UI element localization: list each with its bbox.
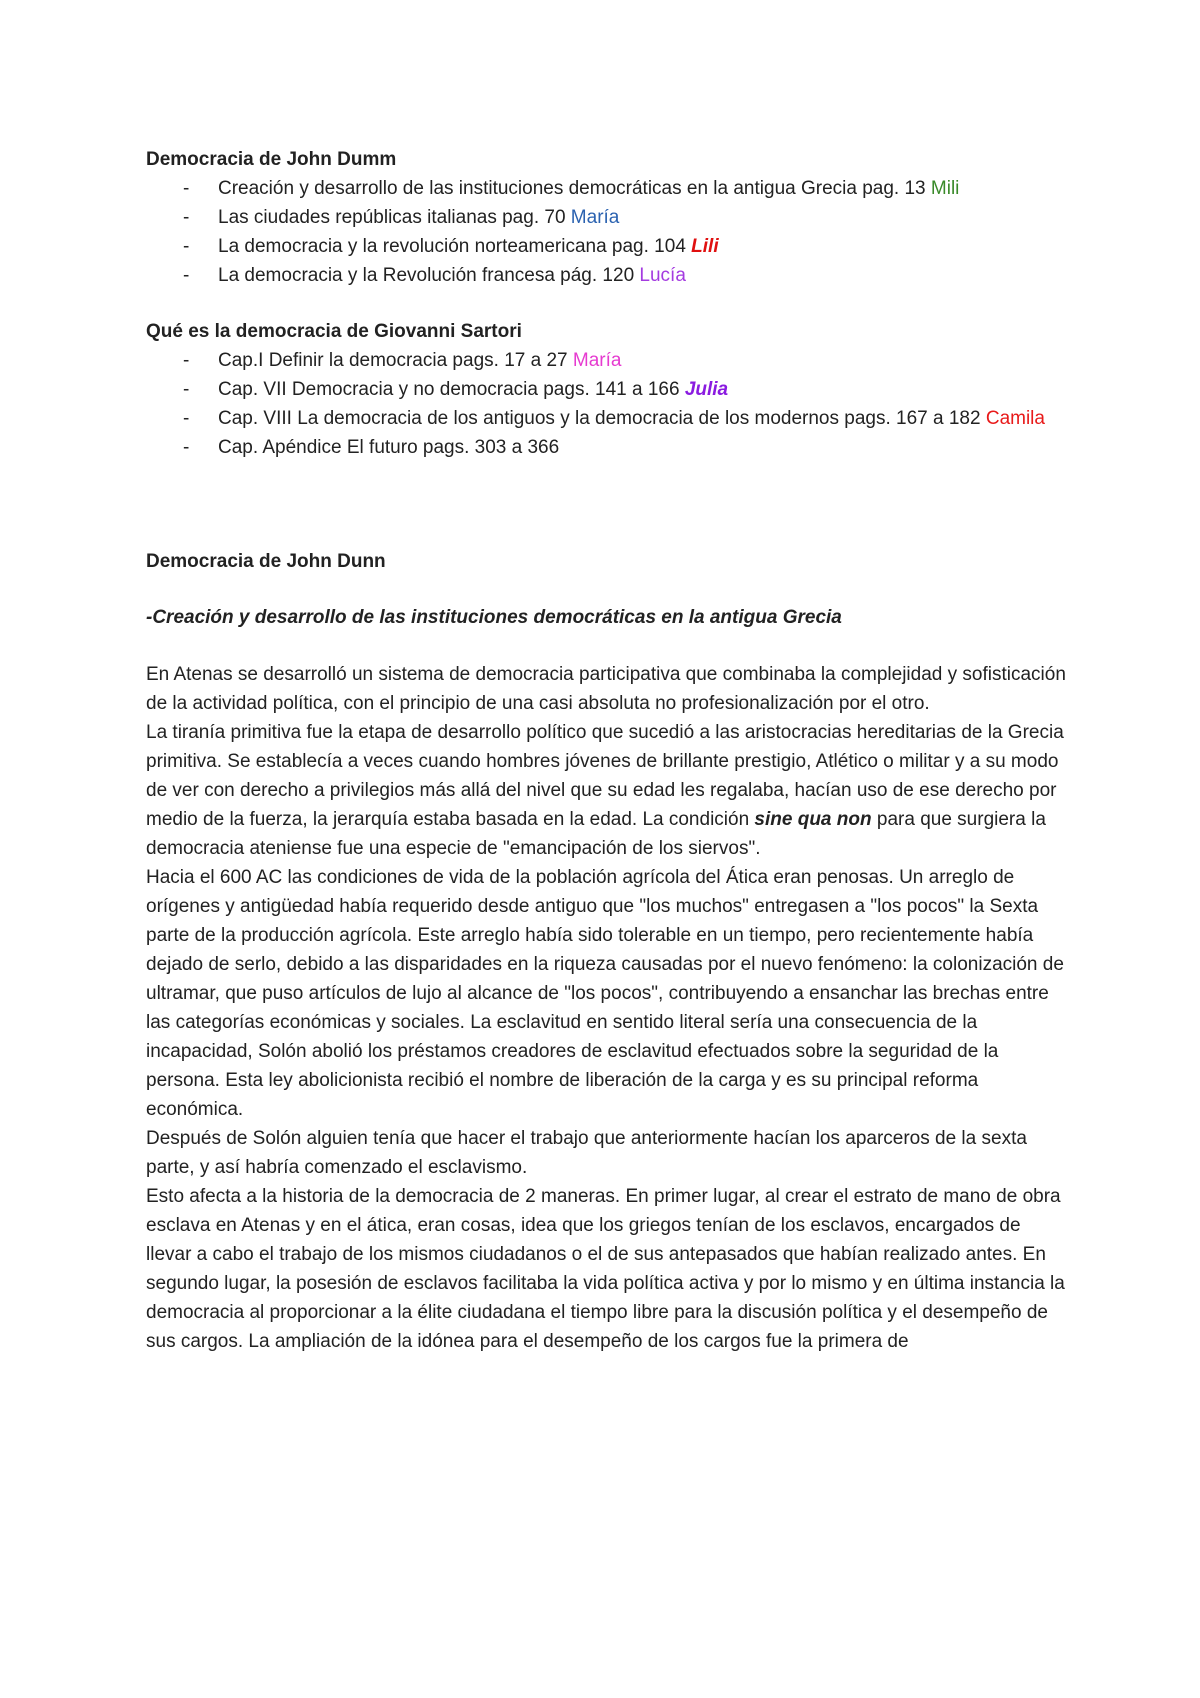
section-heading-dumm: Democracia de John Dumm: [146, 149, 397, 170]
dash-bullet: -: [183, 178, 190, 199]
assignee-name: María: [570, 207, 620, 228]
document-page: [146, 146, 1066, 1356]
dash-bullet: -: [183, 379, 190, 400]
list-item: [146, 404, 1066, 433]
assignment-list-1: [146, 174, 1066, 290]
section-heading-dunn: Democracia de John Dunn: [146, 551, 386, 572]
paragraph: [146, 718, 1066, 863]
item-text: Cap. Apéndice El futuro pags. 303 a 366: [218, 437, 560, 458]
section-heading-sartori: Qué es la democracia de Giovanni Sartori: [146, 321, 522, 342]
assignee-name: Mili: [930, 178, 960, 199]
item-text: Creación y desarrollo de las instituciones democráticas en la antigua Grecia pag. 13: [218, 178, 926, 199]
paragraph: Después de Solón alguien tenía que hacer el trabajo que anteriormente hacían los aparceros de la sexta parte, y así habría comenzado el esclavismo.: [146, 1128, 1027, 1178]
item-text: La democracia y la Revolución francesa pág. 120: [218, 265, 640, 286]
list-item: [146, 174, 1066, 203]
list-item: [146, 346, 1066, 375]
assignment-list-2: [146, 346, 1066, 462]
list-item: [146, 203, 1066, 232]
assignee-name: Lucía: [639, 265, 686, 286]
item-text: Cap.I Definir la democracia pags. 17 a 27: [218, 350, 568, 371]
dash-bullet: -: [183, 437, 190, 458]
paragraph: Esto afecta a la historia de la democracia de 2 maneras. En primer lugar, al crear el estrato de mano de obra esclava en Atenas y en el ática, eran cosas, idea que los griegos tenían de los esclavos, encargados de llevar a cabo el trabajo de los mismos ciudadanos o el de sus antepasados que habían realizado antes. En segundo lugar, la posesión de esclavos facilitaba la vida política activa y por lo mismo y en última instancia la democracia al proporcionar a la élite ciudadana el tiempo libre para la discusión política y el desempeño de sus cargos. La ampliación de la idónea para el desempeño de los cargos fue la primera de: [146, 1186, 1065, 1352]
assignee-name: Julia: [684, 379, 729, 400]
dash-bullet: -: [183, 350, 190, 371]
dash-bullet: -: [183, 265, 190, 286]
dash-bullet: -: [183, 408, 190, 429]
list-item: [146, 261, 1066, 290]
assignee-name: Lili: [691, 236, 719, 257]
assignee-name: Camila: [985, 408, 1045, 429]
paragraph-text: La tiranía primitiva fue la etapa de desarrollo político que sucedió a las aristocracias hereditarias de la Grecia primitiva. Se establecía a veces cuando hombres jóvenes de brillante prestigio, Atlético o militar y a su modo de ver con derecho a privilegios más allá del nivel que su edad les regalaba, hacían uso de ese derecho por medio de la fuerza, la jerarquía estaba basada en la edad. La condición: [146, 722, 1064, 830]
list-item: [146, 375, 1066, 404]
paragraph: Hacia el 600 AC las condiciones de vida de la población agrícola del Ática eran penosas. Un arreglo de orígenes y antigüedad había requerido desde antiguo que "los muchos" entregasen a "los pocos" la Sexta parte de la producción agrícola. Este arreglo había sido tolerable en un tiempo, pero recientemente había dejado de serlo, debido a las disparidades en la riqueza causadas por el nuevo fenómeno: la colonización de ultramar, que puso artículos de lujo al alcance de "los pocos", contribuyendo a ensanchar las brechas entre las categorías económicas y sociales. La esclavitud en sentido literal sería una consecuencia de la incapacidad, Solón abolió los préstamos creadores de esclavitud efectuados sobre la seguridad de la persona. Esta ley abolicionista recibió el nombre de liberación de la carga y es su principal reforma económica.: [146, 867, 1064, 1120]
paragraph: En Atenas se desarrolló un sistema de democracia participativa que combinaba la complejidad y sofisticación de la actividad política, con el principio de una casi absoluta no profesionalización por el otro.: [146, 664, 1066, 714]
list-item: [146, 433, 1066, 462]
dash-bullet: -: [183, 236, 190, 257]
item-text: Cap. VII Democracia y no democracia pags. 141 a 166: [218, 379, 680, 400]
assignee-name: María: [572, 350, 622, 371]
section-subheading: -Creación y desarrollo de las instituciones democráticas en la antigua Grecia: [146, 607, 842, 628]
emphasis-text: sine qua non: [754, 809, 872, 830]
item-text: Las ciudades repúblicas italianas pag. 70: [218, 207, 566, 228]
dash-bullet: -: [183, 207, 190, 228]
item-text: Cap. VIII La democracia de los antiguos y la democracia de los modernos pags. 167 a 182: [218, 408, 981, 429]
list-item: [146, 232, 1066, 261]
item-text: La democracia y la revolución norteamericana pag. 104: [218, 236, 686, 257]
paragraph-text: para que surgiera la democracia ateniense fue una especie de "emancipación de los siervos".: [146, 809, 1046, 859]
